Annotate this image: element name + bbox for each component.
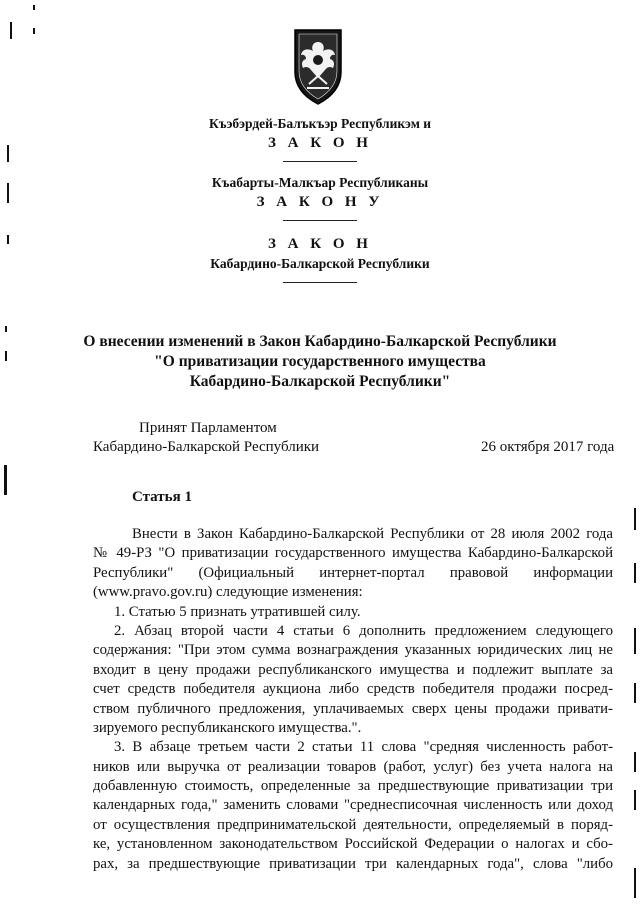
body-line: рах, за предшествующие приватизации три календарных года", слова "либо — [93, 855, 613, 872]
kbd-law-heading: З А К О Н — [268, 135, 372, 151]
body-line: от осуществления предпринимательской деятельности, определяемый в поряд- — [93, 816, 613, 833]
body-line: счет средств победителя аукциона либо средств победителя продажи посред- — [93, 681, 613, 698]
body-line: зируемого республиканского имущества.". — [93, 719, 362, 736]
scan-mark — [634, 563, 636, 583]
law-title — [80, 332, 560, 392]
scan-mark — [33, 5, 35, 10]
body-line: ством публичного предложения, уплачиваемых сверх цены продажи привати- — [93, 700, 613, 717]
ru-republic-line: Кабардино-Балкарской Республики — [210, 256, 430, 271]
scan-mark — [5, 326, 7, 332]
body-line: добавленную стоимость, определенные за предшествующие приватизации три — [93, 778, 613, 795]
divider — [283, 220, 357, 221]
adopted-by-parliament: Кабардино-Балкарской Республики — [93, 439, 320, 455]
article-heading: Статья 1 — [132, 489, 192, 505]
scan-mark — [634, 628, 636, 654]
body-line: Внести в Закон Кабардино-Балкарской Республики от 28 июля 2002 года — [132, 526, 613, 542]
article-body — [93, 525, 613, 874]
law-title-line: О внесении изменений в Закон Кабардино-Балкарской Республики — [83, 333, 557, 350]
law-title-line: Кабардино-Балкарской Республики" — [189, 373, 451, 390]
body-line: 3. В абзаце третьем части 2 статьи 11 слова "средняя численность работ- — [114, 739, 613, 756]
body-line: ке, установленном законодательством Российской Федерации о налогах и сбо- — [93, 836, 613, 853]
adoption-date: 26 октября 2017 года — [481, 439, 615, 455]
kbd-republic-line: Къэбэрдей-Балъкъэр Республикэм и — [208, 116, 432, 131]
scan-mark — [634, 790, 636, 810]
divider — [283, 282, 357, 283]
body-line: 2. Абзац второй части 4 статьи 6 дополнить предложением следующего — [114, 622, 613, 639]
body-line: (www.pravo.gov.ru) следующие изменения: — [93, 584, 363, 601]
krc-law-heading: З А К О Н У — [256, 194, 384, 210]
scan-mark — [10, 22, 12, 39]
scan-mark — [4, 465, 7, 495]
scan-mark — [634, 683, 636, 703]
body-line: входит в цену продажи республиканского имущества и подлежит выплате за — [93, 661, 613, 678]
scan-mark — [5, 351, 7, 361]
krc-republic-line: Къабарты-Малкъар Республиканы — [211, 175, 429, 190]
adopted-by-line: Принят Парламентом — [139, 420, 277, 436]
coat-of-arms-icon — [289, 26, 347, 106]
scan-mark — [33, 28, 35, 34]
body-line: Республики" (Официальный интернет-портал правовой информации — [93, 564, 613, 581]
law-title-line: "О приватизации государственного имущества — [154, 353, 486, 370]
body-line: ников или выручка от реализации товаров (работ, услуг) без учета налога на — [93, 758, 613, 775]
body-line: календарных года," заменить словами "среднесписочная численность или доход — [93, 797, 613, 814]
scan-mark — [634, 508, 636, 530]
scan-mark — [634, 752, 636, 772]
scan-mark — [634, 868, 636, 898]
body-line: содержания: "При этом сумма вознаграждения указанных юридических лиц не — [93, 642, 613, 659]
ru-law-heading: З А К О Н — [268, 236, 372, 252]
body-line: № 49-РЗ "О приватизации государственного имущества Кабардино-Балкарской — [93, 545, 613, 562]
divider — [283, 161, 357, 162]
body-line: 1. Статью 5 признать утратившей силу. — [114, 603, 361, 620]
